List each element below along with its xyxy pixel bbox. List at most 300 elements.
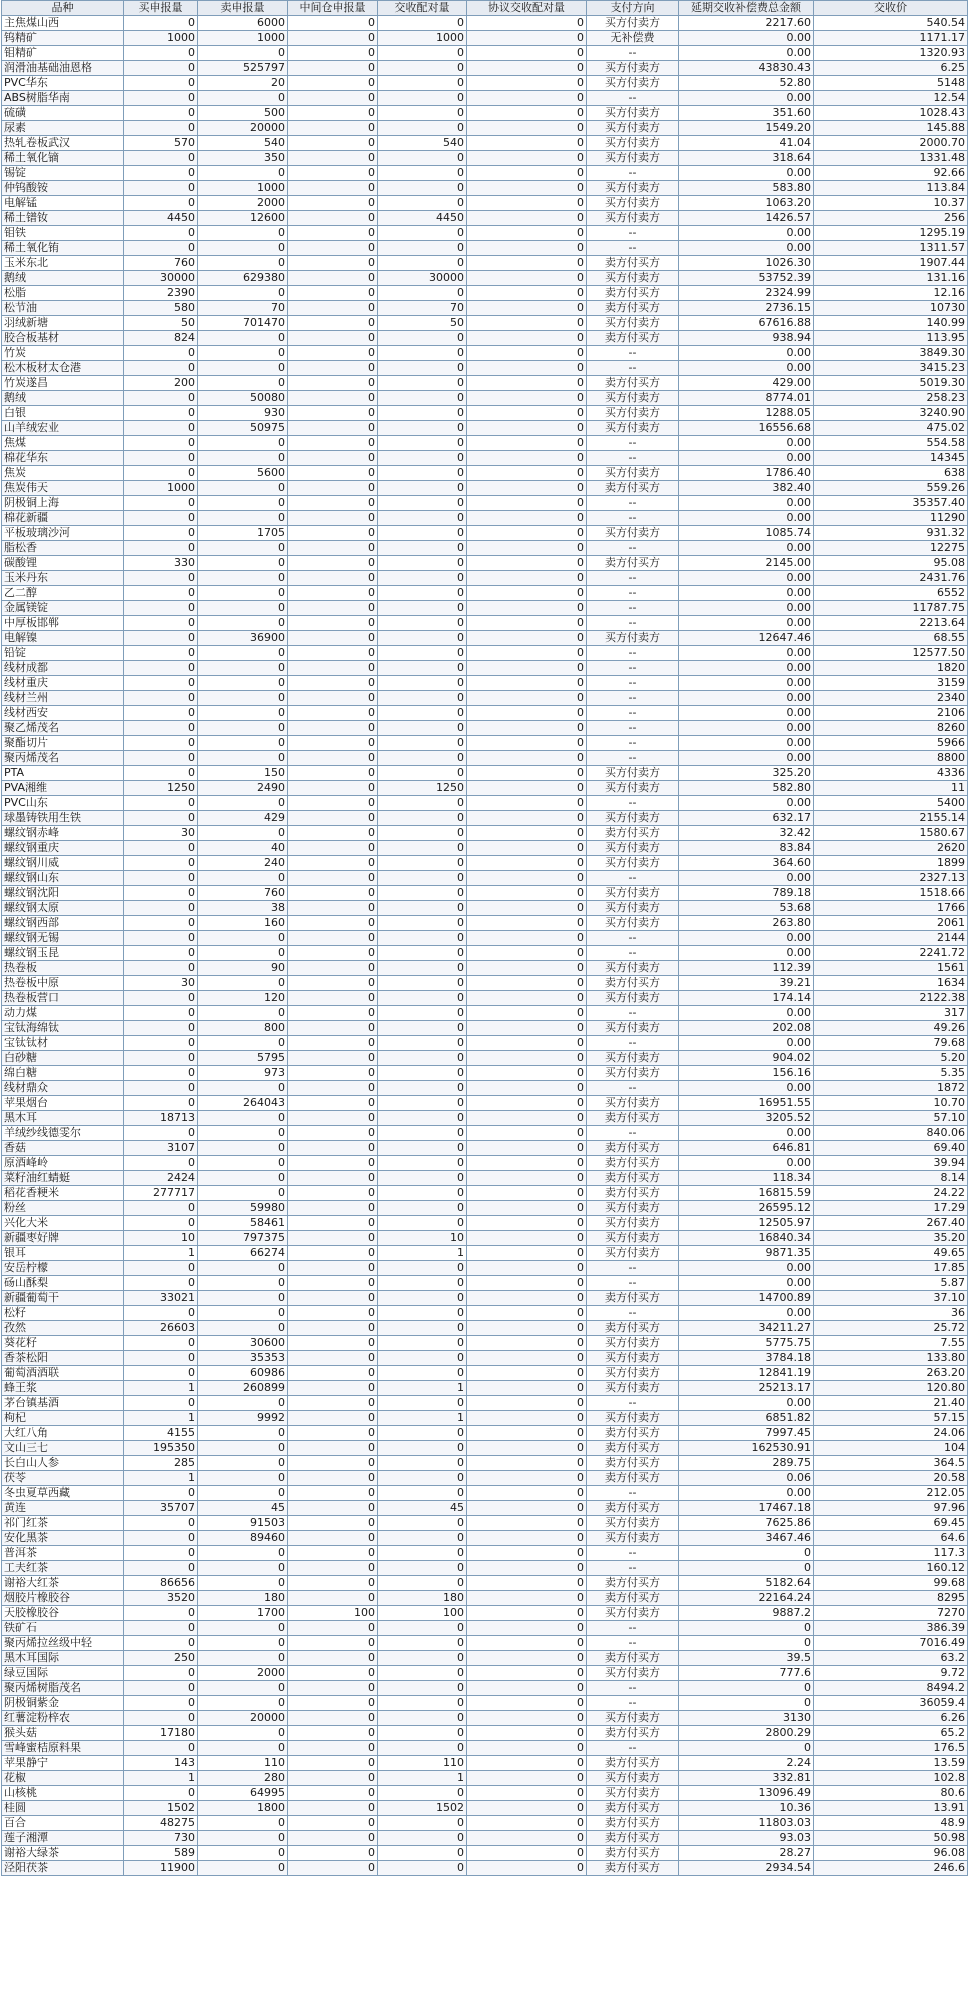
cell-payment-direction: 卖方付买方	[587, 1651, 679, 1666]
cell-middle-warehouse-qty: 0	[288, 1786, 378, 1801]
cell-product: 松节油	[2, 301, 124, 316]
cell-product: 宝钛钛材	[2, 1036, 124, 1051]
cell-delivery-match-qty: 0	[378, 1291, 467, 1306]
cell-product: 工夫红茶	[2, 1561, 124, 1576]
cell-delivery-price: 8295	[814, 1591, 968, 1606]
cell-sell-qty: 1705	[198, 526, 288, 541]
cell-product: 羊绒纱线德雯尔	[2, 1126, 124, 1141]
cell-product: 钼铁	[2, 226, 124, 241]
cell-delivery-match-qty: 0	[378, 1036, 467, 1051]
cell-middle-warehouse-qty: 0	[288, 691, 378, 706]
cell-payment-direction: 买方付卖方	[587, 811, 679, 826]
cell-sell-qty: 1700	[198, 1606, 288, 1621]
table-row	[2, 1066, 968, 1081]
cell-buy-qty: 0	[124, 1201, 198, 1216]
cell-deferred-compensation-total: 0.00	[679, 1006, 814, 1021]
cell-payment-direction: 买方付卖方	[587, 466, 679, 481]
cell-payment-direction: --	[587, 1006, 679, 1021]
cell-product: 仲钨酸铵	[2, 181, 124, 196]
cell-buy-qty: 1	[124, 1381, 198, 1396]
cell-delivery-price: 17.29	[814, 1201, 968, 1216]
cell-product: 胶合板基材	[2, 331, 124, 346]
cell-delivery-price: 117.3	[814, 1546, 968, 1561]
table-row	[2, 1006, 968, 1021]
cell-sell-qty: 0	[198, 1156, 288, 1171]
cell-product: 葡萄酒酒联	[2, 1366, 124, 1381]
cell-delivery-price: 258.23	[814, 391, 968, 406]
cell-sell-qty: 0	[198, 91, 288, 106]
cell-middle-warehouse-qty: 0	[288, 391, 378, 406]
cell-delivery-price: 1580.67	[814, 826, 968, 841]
cell-delivery-match-qty: 0	[378, 1336, 467, 1351]
cell-delivery-match-qty: 0	[378, 1846, 467, 1861]
cell-delivery-price: 386.39	[814, 1621, 968, 1636]
cell-delivery-match-qty: 0	[378, 1126, 467, 1141]
cell-sell-qty: 0	[198, 1621, 288, 1636]
cell-product: 安化黑茶	[2, 1531, 124, 1546]
cell-sell-qty: 0	[198, 1006, 288, 1021]
cell-delivery-price: 11	[814, 781, 968, 796]
cell-product: PVC山东	[2, 796, 124, 811]
cell-sell-qty: 0	[198, 1396, 288, 1411]
cell-delivery-price: 12.54	[814, 91, 968, 106]
cell-agreement-match-qty: 0	[467, 241, 587, 256]
cell-deferred-compensation-total: 0.00	[679, 1306, 814, 1321]
cell-buy-qty: 0	[124, 1126, 198, 1141]
cell-middle-warehouse-qty: 0	[288, 1816, 378, 1831]
cell-product: 苹果静宁	[2, 1756, 124, 1771]
cell-deferred-compensation-total: 28.27	[679, 1846, 814, 1861]
cell-delivery-match-qty: 0	[378, 1186, 467, 1201]
cell-sell-qty: 0	[198, 1111, 288, 1126]
cell-middle-warehouse-qty: 0	[288, 541, 378, 556]
cell-product: 长白山人参	[2, 1456, 124, 1471]
cell-delivery-price: 1331.48	[814, 151, 968, 166]
cell-deferred-compensation-total: 777.6	[679, 1666, 814, 1681]
cell-deferred-compensation-total: 5182.64	[679, 1576, 814, 1591]
table-row	[2, 136, 968, 151]
cell-deferred-compensation-total: 5775.75	[679, 1336, 814, 1351]
cell-deferred-compensation-total: 7625.86	[679, 1516, 814, 1531]
table-row	[2, 1261, 968, 1276]
table-row	[2, 841, 968, 856]
cell-payment-direction: --	[587, 1081, 679, 1096]
cell-delivery-price: 14345	[814, 451, 968, 466]
cell-delivery-match-qty: 0	[378, 1531, 467, 1546]
table-row	[2, 1456, 968, 1471]
cell-delivery-match-qty: 30000	[378, 271, 467, 286]
cell-delivery-match-qty: 0	[378, 61, 467, 76]
cell-buy-qty: 0	[124, 1081, 198, 1096]
cell-agreement-match-qty: 0	[467, 1501, 587, 1516]
table-row	[2, 1336, 968, 1351]
cell-buy-qty: 0	[124, 61, 198, 76]
table-row	[2, 1711, 968, 1726]
cell-product: 黄连	[2, 1501, 124, 1516]
cell-deferred-compensation-total: 351.60	[679, 106, 814, 121]
table-row	[2, 256, 968, 271]
cell-delivery-price: 79.68	[814, 1036, 968, 1051]
cell-middle-warehouse-qty: 0	[288, 616, 378, 631]
cell-delivery-match-qty: 0	[378, 1636, 467, 1651]
cell-delivery-match-qty: 0	[378, 286, 467, 301]
cell-middle-warehouse-qty: 0	[288, 1201, 378, 1216]
cell-middle-warehouse-qty: 0	[288, 121, 378, 136]
cell-sell-qty: 30600	[198, 1336, 288, 1351]
cell-buy-qty: 86656	[124, 1576, 198, 1591]
cell-agreement-match-qty: 0	[467, 76, 587, 91]
cell-agreement-match-qty: 0	[467, 736, 587, 751]
cell-product: 稀土氧化镝	[2, 151, 124, 166]
cell-payment-direction: 卖方付买方	[587, 1186, 679, 1201]
cell-buy-qty: 26603	[124, 1321, 198, 1336]
cell-deferred-compensation-total: 0	[679, 1636, 814, 1651]
cell-deferred-compensation-total: 0.00	[679, 91, 814, 106]
table-header	[2, 1, 968, 16]
cell-middle-warehouse-qty: 0	[288, 496, 378, 511]
cell-middle-warehouse-qty: 0	[288, 1336, 378, 1351]
cell-product: 聚酯切片	[2, 736, 124, 751]
cell-deferred-compensation-total: 582.80	[679, 781, 814, 796]
cell-deferred-compensation-total: 0.00	[679, 1156, 814, 1171]
cell-payment-direction: 买方付卖方	[587, 781, 679, 796]
cell-agreement-match-qty: 0	[467, 976, 587, 991]
cell-buy-qty: 0	[124, 856, 198, 871]
cell-product: 聚丙烯茂名	[2, 751, 124, 766]
cell-delivery-match-qty: 0	[378, 1546, 467, 1561]
cell-agreement-match-qty: 0	[467, 286, 587, 301]
cell-delivery-match-qty: 0	[378, 706, 467, 721]
cell-delivery-match-qty: 1	[378, 1381, 467, 1396]
cell-product: 线材重庆	[2, 676, 124, 691]
cell-payment-direction: 卖方付买方	[587, 826, 679, 841]
cell-delivery-price: 113.84	[814, 181, 968, 196]
cell-payment-direction: --	[587, 1741, 679, 1756]
cell-buy-qty: 30000	[124, 271, 198, 286]
cell-deferred-compensation-total: 12647.46	[679, 631, 814, 646]
table-row	[2, 826, 968, 841]
cell-payment-direction: 买方付卖方	[587, 1066, 679, 1081]
cell-deferred-compensation-total: 263.80	[679, 916, 814, 931]
cell-payment-direction: 卖方付买方	[587, 376, 679, 391]
cell-product: 谢裕大红茶	[2, 1576, 124, 1591]
cell-deferred-compensation-total: 0	[679, 1621, 814, 1636]
cell-delivery-match-qty: 0	[378, 826, 467, 841]
cell-deferred-compensation-total: 318.64	[679, 151, 814, 166]
cell-sell-qty: 0	[198, 1471, 288, 1486]
cell-product: 松脂	[2, 286, 124, 301]
cell-buy-qty: 0	[124, 1396, 198, 1411]
cell-sell-qty: 280	[198, 1771, 288, 1786]
cell-payment-direction: 卖方付买方	[587, 556, 679, 571]
cell-delivery-price: 6.26	[814, 1711, 968, 1726]
cell-agreement-match-qty: 0	[467, 1831, 587, 1846]
cell-agreement-match-qty: 0	[467, 196, 587, 211]
settlement-table	[1, 0, 968, 1876]
cell-buy-qty: 0	[124, 46, 198, 61]
cell-sell-qty: 0	[198, 361, 288, 376]
cell-buy-qty: 0	[124, 571, 198, 586]
cell-agreement-match-qty: 0	[467, 331, 587, 346]
cell-delivery-price: 24.22	[814, 1186, 968, 1201]
table-row	[2, 286, 968, 301]
cell-middle-warehouse-qty: 0	[288, 631, 378, 646]
cell-deferred-compensation-total: 325.20	[679, 766, 814, 781]
cell-agreement-match-qty: 0	[467, 646, 587, 661]
cell-buy-qty: 0	[124, 946, 198, 961]
cell-product: 鹅绒	[2, 391, 124, 406]
cell-sell-qty: 0	[198, 481, 288, 496]
cell-middle-warehouse-qty: 0	[288, 1486, 378, 1501]
cell-delivery-price: 559.26	[814, 481, 968, 496]
cell-payment-direction: 卖方付买方	[587, 1861, 679, 1876]
cell-agreement-match-qty: 0	[467, 841, 587, 856]
cell-deferred-compensation-total: 0.00	[679, 871, 814, 886]
cell-agreement-match-qty: 0	[467, 1771, 587, 1786]
cell-deferred-compensation-total: 16951.55	[679, 1096, 814, 1111]
cell-product: 金属镁锭	[2, 601, 124, 616]
cell-delivery-match-qty: 0	[378, 616, 467, 631]
cell-delivery-match-qty: 0	[378, 1666, 467, 1681]
cell-deferred-compensation-total: 0.00	[679, 796, 814, 811]
cell-deferred-compensation-total: 39.21	[679, 976, 814, 991]
cell-buy-qty: 0	[124, 961, 198, 976]
cell-delivery-price: 97.96	[814, 1501, 968, 1516]
cell-product: PTA	[2, 766, 124, 781]
cell-delivery-match-qty: 0	[378, 1471, 467, 1486]
table-row	[2, 556, 968, 571]
cell-sell-qty: 66274	[198, 1246, 288, 1261]
cell-sell-qty: 0	[198, 661, 288, 676]
cell-buy-qty: 0	[124, 1486, 198, 1501]
cell-product: 线材西安	[2, 706, 124, 721]
cell-deferred-compensation-total: 6851.82	[679, 1411, 814, 1426]
cell-product: 热轧卷板武汉	[2, 136, 124, 151]
cell-delivery-match-qty: 0	[378, 1081, 467, 1096]
cell-delivery-match-qty: 0	[378, 676, 467, 691]
cell-sell-qty: 0	[198, 241, 288, 256]
table-row	[2, 1786, 968, 1801]
cell-buy-qty: 0	[124, 121, 198, 136]
cell-deferred-compensation-total: 14700.89	[679, 1291, 814, 1306]
cell-product: 螺纹钢无锡	[2, 931, 124, 946]
cell-deferred-compensation-total: 53752.39	[679, 271, 814, 286]
cell-payment-direction: 买方付卖方	[587, 886, 679, 901]
cell-delivery-price: 113.95	[814, 331, 968, 346]
cell-buy-qty: 0	[124, 1261, 198, 1276]
cell-buy-qty: 0	[124, 931, 198, 946]
cell-delivery-price: 364.5	[814, 1456, 968, 1471]
cell-sell-qty: 0	[198, 646, 288, 661]
cell-product: 脂松香	[2, 541, 124, 556]
cell-delivery-price: 3159	[814, 676, 968, 691]
table-row	[2, 1156, 968, 1171]
cell-sell-qty: 0	[198, 1846, 288, 1861]
table-row	[2, 661, 968, 676]
cell-payment-direction: 买方付卖方	[587, 211, 679, 226]
table-row	[2, 961, 968, 976]
cell-deferred-compensation-total: 0.00	[679, 721, 814, 736]
cell-buy-qty: 1250	[124, 781, 198, 796]
cell-delivery-match-qty: 0	[378, 1366, 467, 1381]
cell-payment-direction: 卖方付买方	[587, 1591, 679, 1606]
cell-deferred-compensation-total: 39.5	[679, 1651, 814, 1666]
cell-sell-qty: 0	[198, 796, 288, 811]
cell-delivery-price: 2213.64	[814, 616, 968, 631]
cell-product: 文山三七	[2, 1441, 124, 1456]
cell-product: 主焦煤山西	[2, 16, 124, 31]
cell-delivery-price: 69.45	[814, 1516, 968, 1531]
cell-sell-qty: 50975	[198, 421, 288, 436]
cell-deferred-compensation-total: 382.40	[679, 481, 814, 496]
cell-buy-qty: 330	[124, 556, 198, 571]
cell-middle-warehouse-qty: 0	[288, 1546, 378, 1561]
cell-middle-warehouse-qty: 0	[288, 1426, 378, 1441]
cell-deferred-compensation-total: 12841.19	[679, 1366, 814, 1381]
table-row	[2, 676, 968, 691]
cell-delivery-match-qty: 0	[378, 76, 467, 91]
cell-sell-qty: 180	[198, 1591, 288, 1606]
cell-payment-direction: 卖方付买方	[587, 1141, 679, 1156]
cell-buy-qty: 50	[124, 316, 198, 331]
cell-product: 平板玻璃沙河	[2, 526, 124, 541]
cell-sell-qty: 45	[198, 1501, 288, 1516]
cell-product: 线材成都	[2, 661, 124, 676]
cell-delivery-match-qty: 0	[378, 796, 467, 811]
col-header-delivery-price: 交收价	[814, 1, 968, 16]
cell-product: 钨精矿	[2, 31, 124, 46]
table-row	[2, 466, 968, 481]
cell-buy-qty: 195350	[124, 1441, 198, 1456]
cell-payment-direction: --	[587, 1306, 679, 1321]
cell-middle-warehouse-qty: 0	[288, 1651, 378, 1666]
cell-product: 新疆枣好牌	[2, 1231, 124, 1246]
cell-middle-warehouse-qty: 0	[288, 361, 378, 376]
table-row	[2, 781, 968, 796]
table-row	[2, 496, 968, 511]
cell-product: 白银	[2, 406, 124, 421]
table-row	[2, 751, 968, 766]
cell-deferred-compensation-total: 646.81	[679, 1141, 814, 1156]
cell-deferred-compensation-total: 25213.17	[679, 1381, 814, 1396]
cell-delivery-price: 5400	[814, 796, 968, 811]
cell-payment-direction: --	[587, 571, 679, 586]
cell-agreement-match-qty: 0	[467, 1531, 587, 1546]
cell-buy-qty: 0	[124, 181, 198, 196]
cell-delivery-price: 4336	[814, 766, 968, 781]
cell-middle-warehouse-qty: 0	[288, 916, 378, 931]
cell-sell-qty: 0	[198, 616, 288, 631]
table-row	[2, 1396, 968, 1411]
cell-payment-direction: --	[587, 931, 679, 946]
cell-agreement-match-qty: 0	[467, 781, 587, 796]
cell-delivery-match-qty: 0	[378, 541, 467, 556]
cell-delivery-match-qty: 50	[378, 316, 467, 331]
cell-buy-qty: 33021	[124, 1291, 198, 1306]
cell-agreement-match-qty: 0	[467, 436, 587, 451]
cell-payment-direction: 卖方付买方	[587, 1726, 679, 1741]
table-row	[2, 1426, 968, 1441]
cell-deferred-compensation-total: 10.36	[679, 1801, 814, 1816]
cell-product: 银耳	[2, 1246, 124, 1261]
cell-deferred-compensation-total: 0	[679, 1546, 814, 1561]
cell-delivery-price: 20.58	[814, 1471, 968, 1486]
cell-sell-qty: 500	[198, 106, 288, 121]
cell-agreement-match-qty: 0	[467, 166, 587, 181]
cell-delivery-price: 13.91	[814, 1801, 968, 1816]
cell-delivery-price: 64.6	[814, 1531, 968, 1546]
cell-middle-warehouse-qty: 0	[288, 571, 378, 586]
cell-delivery-match-qty: 0	[378, 1321, 467, 1336]
table-row	[2, 451, 968, 466]
cell-buy-qty: 0	[124, 601, 198, 616]
cell-delivery-price: 3849.30	[814, 346, 968, 361]
cell-delivery-match-qty: 0	[378, 1351, 467, 1366]
cell-deferred-compensation-total: 1026.30	[679, 256, 814, 271]
cell-middle-warehouse-qty: 0	[288, 1771, 378, 1786]
cell-payment-direction: 买方付卖方	[587, 391, 679, 406]
cell-middle-warehouse-qty: 0	[288, 226, 378, 241]
cell-buy-qty: 0	[124, 106, 198, 121]
cell-buy-qty: 200	[124, 376, 198, 391]
table-row	[2, 1516, 968, 1531]
cell-sell-qty: 350	[198, 151, 288, 166]
cell-sell-qty: 0	[198, 1831, 288, 1846]
cell-agreement-match-qty: 0	[467, 1576, 587, 1591]
cell-delivery-price: 57.15	[814, 1411, 968, 1426]
cell-buy-qty: 1502	[124, 1801, 198, 1816]
cell-middle-warehouse-qty: 0	[288, 1306, 378, 1321]
cell-product: 电解锰	[2, 196, 124, 211]
cell-product: 铁矿石	[2, 1621, 124, 1636]
cell-deferred-compensation-total: 632.17	[679, 811, 814, 826]
cell-agreement-match-qty: 0	[467, 661, 587, 676]
cell-agreement-match-qty: 0	[467, 1216, 587, 1231]
cell-delivery-price: 133.80	[814, 1351, 968, 1366]
cell-delivery-price: 50.98	[814, 1831, 968, 1846]
cell-payment-direction: --	[587, 1621, 679, 1636]
cell-product: 山核桃	[2, 1786, 124, 1801]
cell-payment-direction: --	[587, 691, 679, 706]
table-row	[2, 736, 968, 751]
cell-payment-direction: --	[587, 511, 679, 526]
cell-agreement-match-qty: 0	[467, 1306, 587, 1321]
cell-buy-qty: 1000	[124, 31, 198, 46]
cell-payment-direction: 买方付卖方	[587, 61, 679, 76]
cell-deferred-compensation-total: 1426.57	[679, 211, 814, 226]
cell-payment-direction: 买方付卖方	[587, 1786, 679, 1801]
cell-payment-direction: --	[587, 436, 679, 451]
cell-middle-warehouse-qty: 0	[288, 1126, 378, 1141]
cell-product: 猴头菇	[2, 1726, 124, 1741]
cell-middle-warehouse-qty: 0	[288, 1081, 378, 1096]
cell-buy-qty: 48275	[124, 1816, 198, 1831]
cell-product: 安岳柠檬	[2, 1261, 124, 1276]
cell-delivery-match-qty: 1502	[378, 1801, 467, 1816]
cell-payment-direction: 买方付卖方	[587, 1666, 679, 1681]
cell-middle-warehouse-qty: 0	[288, 1576, 378, 1591]
cell-middle-warehouse-qty: 0	[288, 31, 378, 46]
cell-middle-warehouse-qty: 0	[288, 61, 378, 76]
cell-delivery-match-qty: 0	[378, 361, 467, 376]
cell-buy-qty: 0	[124, 1516, 198, 1531]
cell-buy-qty: 0	[124, 1366, 198, 1381]
cell-deferred-compensation-total: 53.68	[679, 901, 814, 916]
cell-agreement-match-qty: 0	[467, 1231, 587, 1246]
cell-deferred-compensation-total: 26595.12	[679, 1201, 814, 1216]
cell-product: 聚丙烯树脂茂名	[2, 1681, 124, 1696]
cell-payment-direction: 买方付卖方	[587, 1366, 679, 1381]
